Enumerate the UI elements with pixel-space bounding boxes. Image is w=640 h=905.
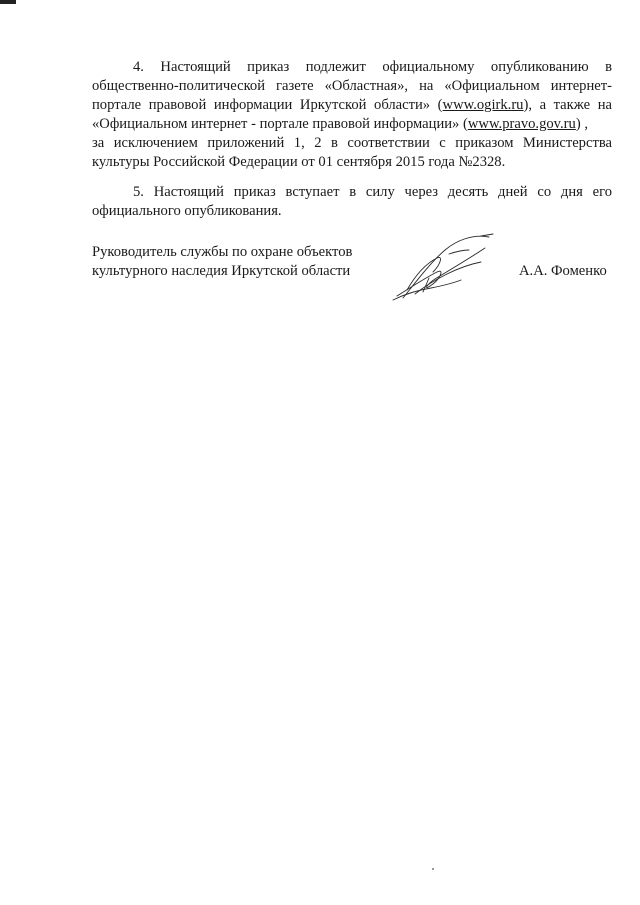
- paragraph-4: [92, 58, 612, 172]
- scan-corner-mark: [0, 0, 16, 4]
- signatory-position-line-2: культурного наследия Иркутской области: [92, 263, 351, 279]
- paragraph-4-line-4-tail: ) ,: [575, 116, 588, 132]
- paragraph-4-line-2: общественно-политической газете «Областная», на «Официальном интернет-: [92, 78, 612, 94]
- scan-speck: [432, 868, 434, 870]
- paragraph-4-line-6: культуры Российской Федерации от 01 сентября 2015 года №2328.: [92, 154, 506, 170]
- paragraph-5-line-2: официального опубликования.: [92, 203, 282, 219]
- ogirk-link[interactable]: www.ogirk.ru: [442, 97, 524, 113]
- signatory-position-line-1: Руководитель службы по охране объектов: [92, 244, 353, 260]
- paragraph-4-line-5: за исключением приложений 1, 2 в соответствии с приказом Министерства: [92, 135, 612, 151]
- paragraph-4-line-1: 4. Настоящий приказ подлежит официальному опубликованию в: [133, 59, 612, 75]
- paragraph-4-line-4: [92, 115, 612, 134]
- paragraph-4-line-3-text: портале правовой информации Иркутской области» (: [92, 97, 443, 113]
- paragraph-4-line-3: [92, 96, 612, 115]
- paragraph-4-line-3-tail: ), а также на: [523, 97, 612, 113]
- signatory-position: [92, 243, 352, 281]
- paragraph-5: [92, 183, 612, 221]
- handwritten-signature: [385, 228, 495, 303]
- paragraph-5-line-1: 5. Настоящий приказ вступает в силу через десять дней со дня его: [133, 184, 612, 200]
- pravo-link[interactable]: www.pravo.gov.ru: [467, 116, 576, 132]
- signatory-name: А.А. Фоменко: [519, 263, 607, 279]
- paragraph-4-line-4-text: «Официальном интернет - портале правовой информации» (: [92, 116, 468, 132]
